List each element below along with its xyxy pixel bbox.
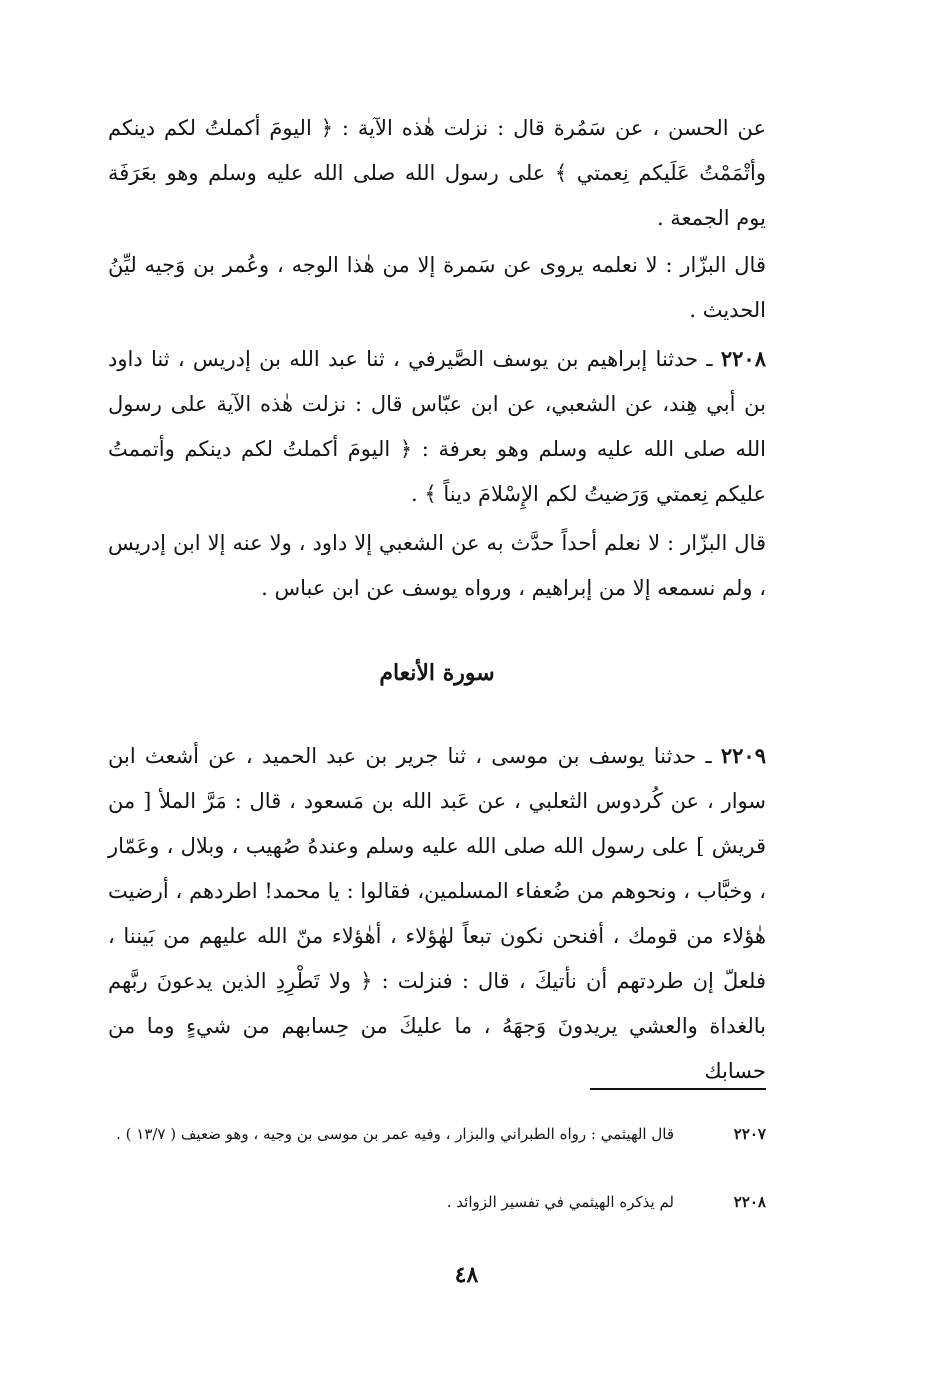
footnote-number: ٢٢٠٧	[733, 1125, 766, 1143]
hadith-number: ٢٢٠٩	[720, 743, 766, 768]
paragraph-hasan-samura: عن الحسن ، عن سَمُرة قال : نزلت هٰذه الآية : ﴿ اليومَ أكملتُ لكم دينكم وأتْمَمْتُ عَلَيكم نِعمتي ﴾ على رسول الله صلى الله عليه وسلم وهو بعَرَفَة يوم الجمعة .	[108, 116, 766, 230]
footnote-number: ٢٢٠٨	[733, 1193, 766, 1211]
footnote-separator	[590, 1088, 766, 1090]
hadith-number: ٢٢٠٨	[720, 346, 766, 371]
hadith-text: ـ حدثنا إبراهيم بن يوسف الصَّيرفي ، ثنا عبد الله بن إدريس ، ثنا داود بن أبي هِند، عن الشعبي، عن ابن عبّاس قال : نزلت هٰذه الآية على رسول الله صلى الله عليه وسلم وهو بعرفة : ﴿ اليومَ أكملتُ لكم دينكم وأتممتُ عليكم نِعمتي وَرَضيتُ لكم الإِسْلامَ ديناً ﴾ .	[108, 347, 766, 506]
hadith-2209	[108, 733, 766, 1094]
footnote-text: قال الهيثمي : رواه الطبراني والبزار ، وفيه عمر بن موسى بن وجيه ، وهو ضعيف ( ١٣/٧ ) .	[116, 1125, 674, 1143]
footnote-text: لم يذكره الهيثمي في تفسير الزوائد .	[446, 1193, 674, 1211]
paragraph-bazzar-comment-1: قال البزّار : لا نعلمه يروى عن سَمرة إلا من هٰذا الوجه ، وعُمر بن وَجيه ليِّنُ الحديث .	[108, 253, 766, 322]
hadith-2208	[108, 336, 766, 517]
page-number: ٤٨	[454, 1262, 479, 1288]
paragraph-bazzar-comment-2: قال البزّار : لا نعلم أحداً حدَّث به عن الشعبي إلا داود ، ولا عنه إلا ابن إدريس ، ولم نسمعه إلا من إبراهيم ، ورواه يوسف عن ابن عباس .	[108, 531, 766, 600]
footnote	[108, 1188, 766, 1216]
footnote	[108, 1120, 766, 1148]
surah-heading: سورة الأنعام	[379, 660, 495, 686]
hadith-text: ـ حدثنا يوسف بن موسى ، ثنا جرير بن عبد الحميد ، عن أشعث ابن سوار ، عن كُردوس الثعلبي ، عن عَبد الله بن مَسعود ، قال : مَرَّ الملأ [ من قريش ] على رسول الله صلى الله عليه وسلم وعندهُ صُهيب ، وبلال ، وعَمّار ، وخبَّاب ، ونحوهم من ضُعفاء المسلمين، فقالوا : يا محمد! اطردهم ، أرضيت هٰؤلاء من قومك ، أفنحن نكون تبعاً لهٰؤلاء ، أهٰؤلاء منّ الله عليهم من بَيننا ، فلعلّ إن طردتهم أن نأتيكَ ، قال : فنزلت : ﴿ ولا تَطْرِدِ الذين يدعونَ ربَّهم بالغداة والعشي يريدونَ وَجهَهُ ، ما عليكَ من حِسابهم من شيءٍ وما من حسابك	[108, 744, 766, 1083]
